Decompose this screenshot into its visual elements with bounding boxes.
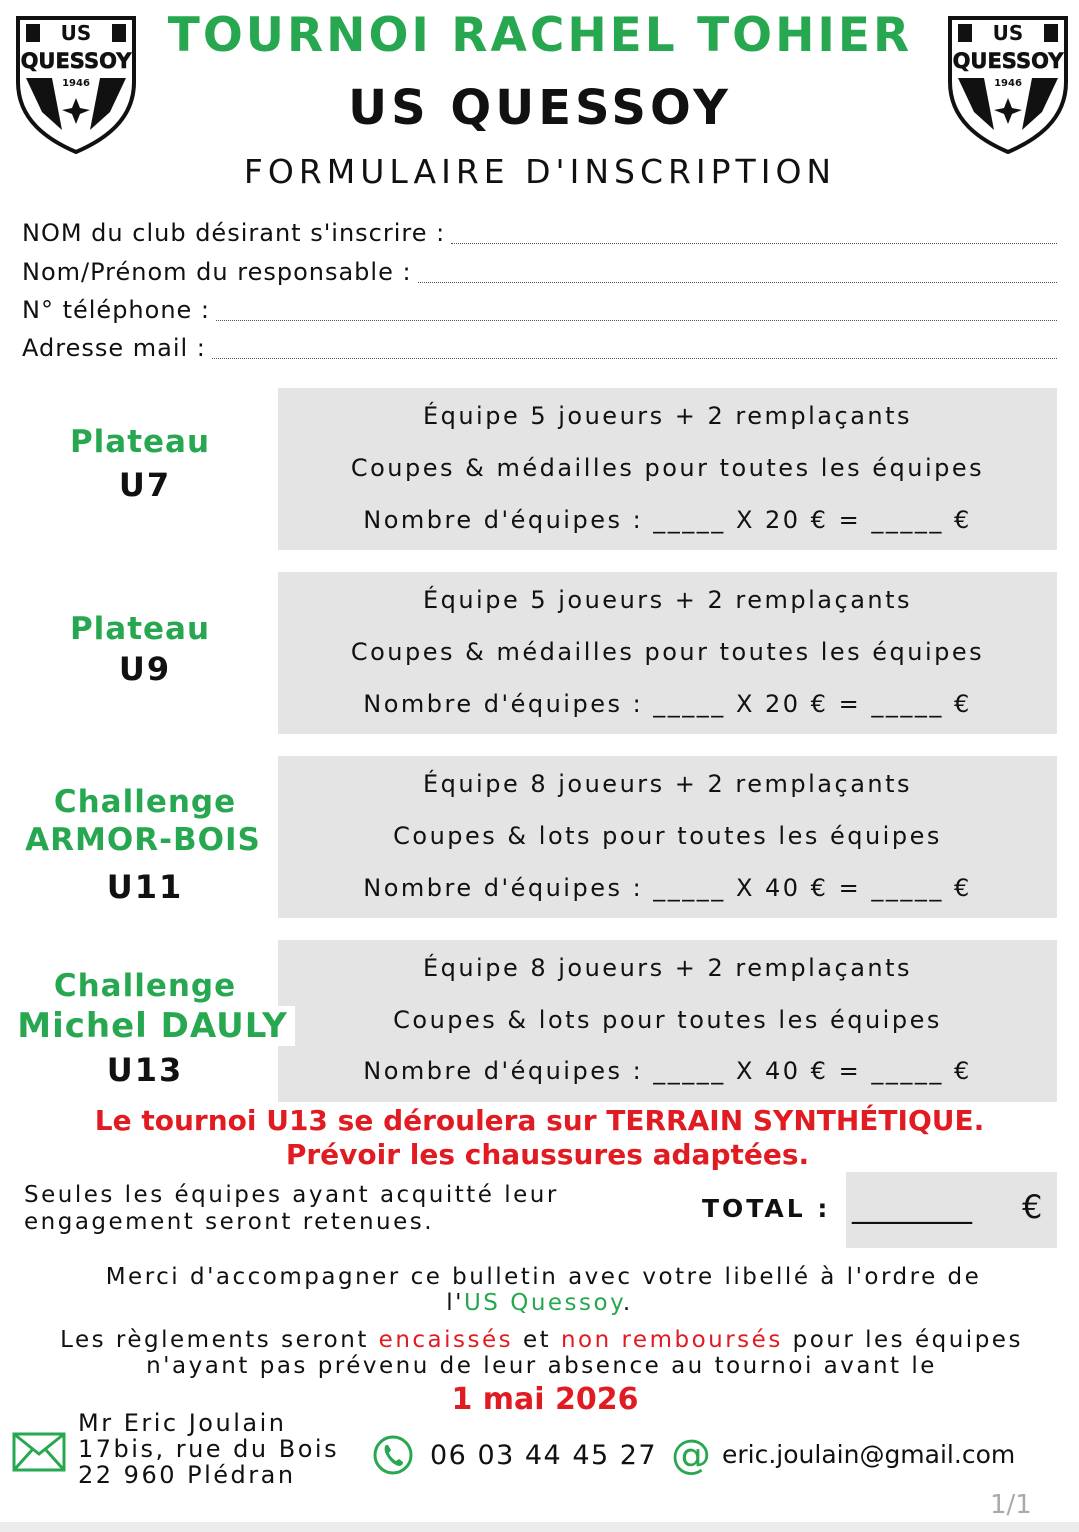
crest-year-text: 1946 <box>62 78 90 89</box>
club-title: US QUESSOY <box>348 80 732 136</box>
tournament-title: TOURNOI RACHEL TOHIER <box>167 8 913 63</box>
refund-text-1: Les règlements seront <box>60 1327 379 1353</box>
club-crest-left <box>12 12 140 154</box>
refund-highlight-nonrefund: non remboursés <box>560 1327 783 1353</box>
category-team-count[interactable]: Nombre d'équipes : _____ X 40 € = _____ € <box>363 874 972 902</box>
contact-address <box>78 1410 339 1488</box>
category-u9-type: Plateau <box>69 611 211 647</box>
mail-envelope-icon <box>12 1432 66 1472</box>
category-u11-name: ARMOR-BOIS <box>25 822 261 858</box>
category-u13-name: Michel DAULY <box>10 1006 295 1046</box>
field-input-line[interactable] <box>451 220 1057 244</box>
total-blank[interactable]: ________ <box>852 1190 972 1225</box>
category-u9-age: U9 <box>118 650 172 688</box>
total-currency: € <box>1022 1188 1043 1226</box>
phone-icon <box>372 1434 414 1476</box>
payment-instruction-line-1: Merci d'accompagner ce bulletin avec votre libellé à l'ordre de <box>105 1264 982 1290</box>
category-team-size: Équipe 5 joueurs + 2 remplaçants <box>422 586 913 614</box>
category-u7-age: U7 <box>118 466 172 504</box>
contact-name: Mr Eric Joulain <box>78 1409 287 1437</box>
category-prizes: Coupes & lots pour toutes les équipes <box>393 1006 942 1034</box>
field-responsible-name <box>22 253 1057 287</box>
field-input-line[interactable] <box>212 335 1057 359</box>
category-team-size: Équipe 8 joueurs + 2 remplaçants <box>422 770 913 798</box>
crest-year-text: 1946 <box>994 78 1022 89</box>
crest-name-text: QUESSOY <box>952 49 1064 73</box>
deadline-date: 1 mai 2026 <box>451 1382 639 1417</box>
payment-prefix: l' <box>446 1290 464 1316</box>
category-team-count[interactable]: Nombre d'équipes : _____ X 20 € = _____ € <box>363 506 972 534</box>
at-sign-icon <box>670 1432 712 1476</box>
category-prizes: Coupes & lots pour toutes les équipes <box>393 822 942 850</box>
payment-note <box>24 1182 559 1236</box>
category-prizes: Coupes & médailles pour toutes les équipes <box>350 638 985 666</box>
payment-suffix: . <box>622 1290 633 1316</box>
refund-text-2: et <box>513 1327 561 1353</box>
category-u7-type: Plateau <box>69 424 211 460</box>
svg-text:@: @ <box>671 1432 711 1476</box>
field-club-name <box>22 214 1057 248</box>
warning-line-2: Prévoir les chaussures adaptées. <box>285 1138 810 1171</box>
bottom-bar <box>0 1522 1079 1532</box>
total-label: TOTAL : <box>702 1194 831 1223</box>
category-u11-box <box>278 756 1057 918</box>
category-team-size: Équipe 8 joueurs + 2 remplaçants <box>422 954 913 982</box>
refund-text-3: pour les équipes <box>782 1327 1023 1353</box>
field-label: N° téléphone : <box>22 296 211 324</box>
crest-top-text: US <box>60 21 92 45</box>
refund-line-2: n'ayant pas prévenu de leur absence au tournoi avant le <box>146 1353 937 1379</box>
field-email <box>22 329 1057 363</box>
category-prizes: Coupes & médailles pour toutes les équipes <box>350 454 985 482</box>
warning-line-1: Le tournoi U13 se déroulera sur TERRAIN SYNTHÉTIQUE. <box>94 1104 985 1137</box>
payee-name: US Quessoy <box>463 1290 623 1316</box>
crest-name-text: QUESSOY <box>20 49 132 73</box>
category-u11-type: Challenge <box>53 784 237 820</box>
refund-line-1 <box>2 1327 1079 1353</box>
contact-city: 22 960 Plédran <box>78 1461 296 1489</box>
category-team-count[interactable]: Nombre d'équipes : _____ X 40 € = _____ € <box>363 1057 972 1085</box>
contact-phone[interactable]: 06 03 44 45 27 <box>430 1440 658 1471</box>
total-box[interactable] <box>846 1172 1057 1248</box>
field-label: Adresse mail : <box>22 334 206 362</box>
field-phone <box>22 291 1057 325</box>
page-indicator: 1/1 <box>990 1490 1032 1520</box>
category-u11-age: U11 <box>106 868 184 906</box>
category-u13-type: Challenge <box>53 968 237 1004</box>
field-input-line[interactable] <box>216 297 1057 321</box>
club-crest-right <box>944 12 1072 154</box>
field-label: Nom/Prénom du responsable : <box>22 258 412 286</box>
crest-top-text: US <box>992 21 1024 45</box>
contact-street: 17bis, rue du Bois <box>78 1435 340 1463</box>
category-u9-box <box>278 572 1057 734</box>
payment-instruction-line-2 <box>0 1290 1079 1316</box>
category-team-size: Équipe 5 joueurs + 2 remplaçants <box>422 402 913 430</box>
contact-email[interactable]: eric.joulain@gmail.com <box>722 1440 1016 1469</box>
payment-note-line-2: engagement seront retenues. <box>24 1209 435 1235</box>
form-title: FORMULAIRE D'INSCRIPTION <box>243 152 837 191</box>
field-label: NOM du club désirant s'inscrire : <box>22 219 446 247</box>
category-u13-age: U13 <box>106 1051 184 1089</box>
refund-highlight-cashed: encaissés <box>378 1327 514 1353</box>
category-u7-box <box>278 388 1057 550</box>
field-input-line[interactable] <box>418 259 1057 283</box>
payment-note-line-1: Seules les équipes ayant acquitté leur <box>24 1182 559 1208</box>
category-team-count[interactable]: Nombre d'équipes : _____ X 20 € = _____ € <box>363 690 972 718</box>
category-u13-box <box>278 940 1057 1102</box>
